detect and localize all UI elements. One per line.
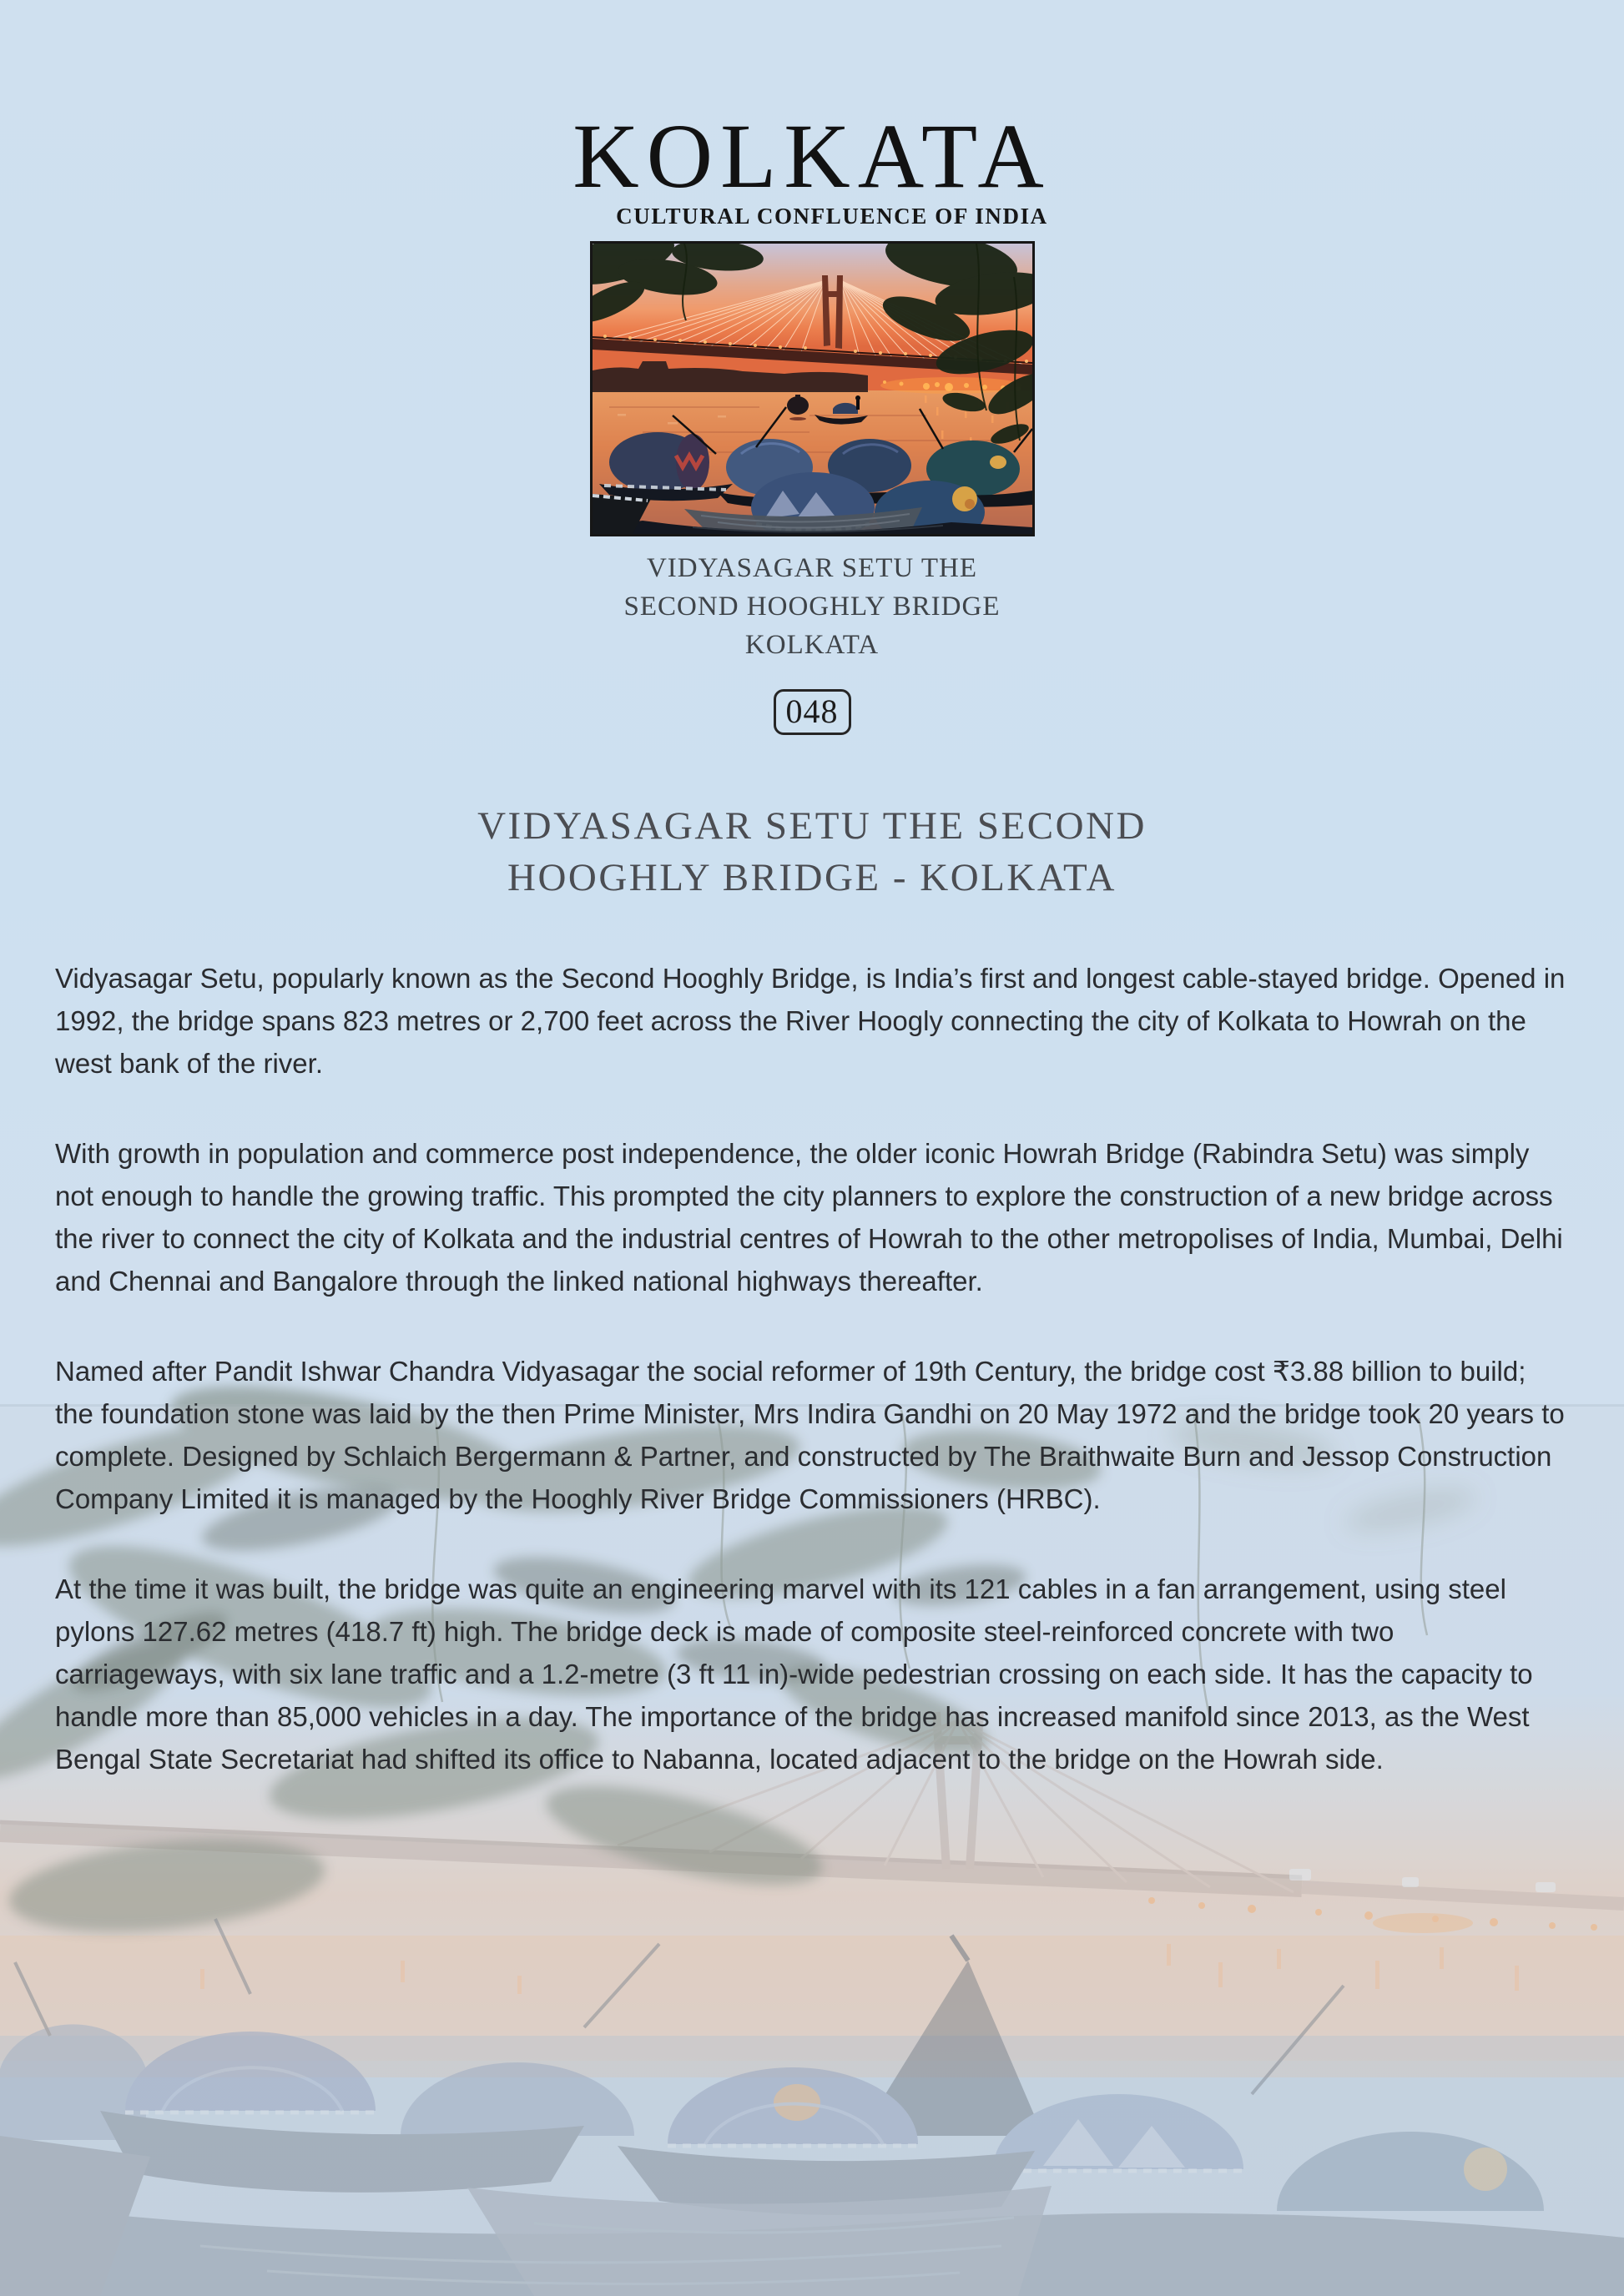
- article-heading-line: VIDYASAGAR SETU THE SECOND: [477, 804, 1147, 848]
- article-paragraph: At the time it was built, the bridge was quite an engineering marvel with its 121 cables in a fan arrangement, using steel pylons 127.62 metres (418.7 ft) high. The bridge deck is made of composite steel-reinforced concrete with two carriageways, with six lane traffic and a 1.2-metre (3 ft 11 in)-wide pedestrian crossing on each side. It has the capacity to handle more than 85,000 vehicles in a day. The importance of the bridge has increased manifold since 2013, as the West Bengal State Secretariat had shifted its office to Nabanna, located adjacent to the bridge on the Howrah side.: [55, 1573, 1533, 1775]
- page-title: KOLKATA: [572, 105, 1052, 207]
- photo-caption: [0, 549, 1624, 664]
- photo-caption-line: SECOND HOOGHLY BRIDGE: [623, 592, 1001, 622]
- article-heading: [0, 800, 1624, 904]
- photo-caption-line: KOLKATA: [744, 630, 880, 660]
- title-block: [572, 105, 1052, 229]
- article-body: [55, 957, 1569, 1780]
- article-heading-line: HOOGHLY BRIDGE - KOLKATA: [507, 856, 1117, 899]
- article-paragraph: Named after Pandit Ishwar Chandra Vidyasagar the social reformer of 19th Century, the bridge cost ₹3.88 billion to build; the foundation stone was laid by the then Prime Minister, Mrs Indira Gandhi on 20 May 1972 and the bridge took 20 years to complete. Designed by Schlaich Bergermann & Partner, and constructed by The Braithwaite Burn and Jessop Construction Company Limited it is managed by the Hooghly River Bridge Commissioners (HRBC).: [55, 1356, 1565, 1514]
- photo-caption-line: VIDYASAGAR SETU THE: [646, 553, 978, 583]
- page-number-badge: 048: [774, 689, 851, 735]
- bridge-photo: [590, 241, 1035, 536]
- bridge-photo-illustration: [593, 244, 1032, 534]
- page-header: [0, 0, 1624, 229]
- article-paragraph: Vidyasagar Setu, popularly known as the Second Hooghly Bridge, is India’s first and longest cable-stayed bridge. Opened in 1992, the bridge spans 823 metres or 2,700 feet across the River Hoogly connecting the city of Kolkata to Howrah on the west bank of the river.: [55, 963, 1566, 1079]
- page-subtitle: CULTURAL CONFLUENCE OF INDIA: [616, 204, 1048, 229]
- article-paragraph: With growth in population and commerce post independence, the older iconic Howrah Bridge (Rabindra Setu) was simply not enough to handle the growing traffic. This prompted the city planners to explore the construction of a new bridge across the river to connect the city of Kolkata and the industrial centres of Howrah to the other metropolises of India, Mumbai, Delhi and Chennai and Bangalore through the linked national highways thereafter.: [55, 1138, 1563, 1297]
